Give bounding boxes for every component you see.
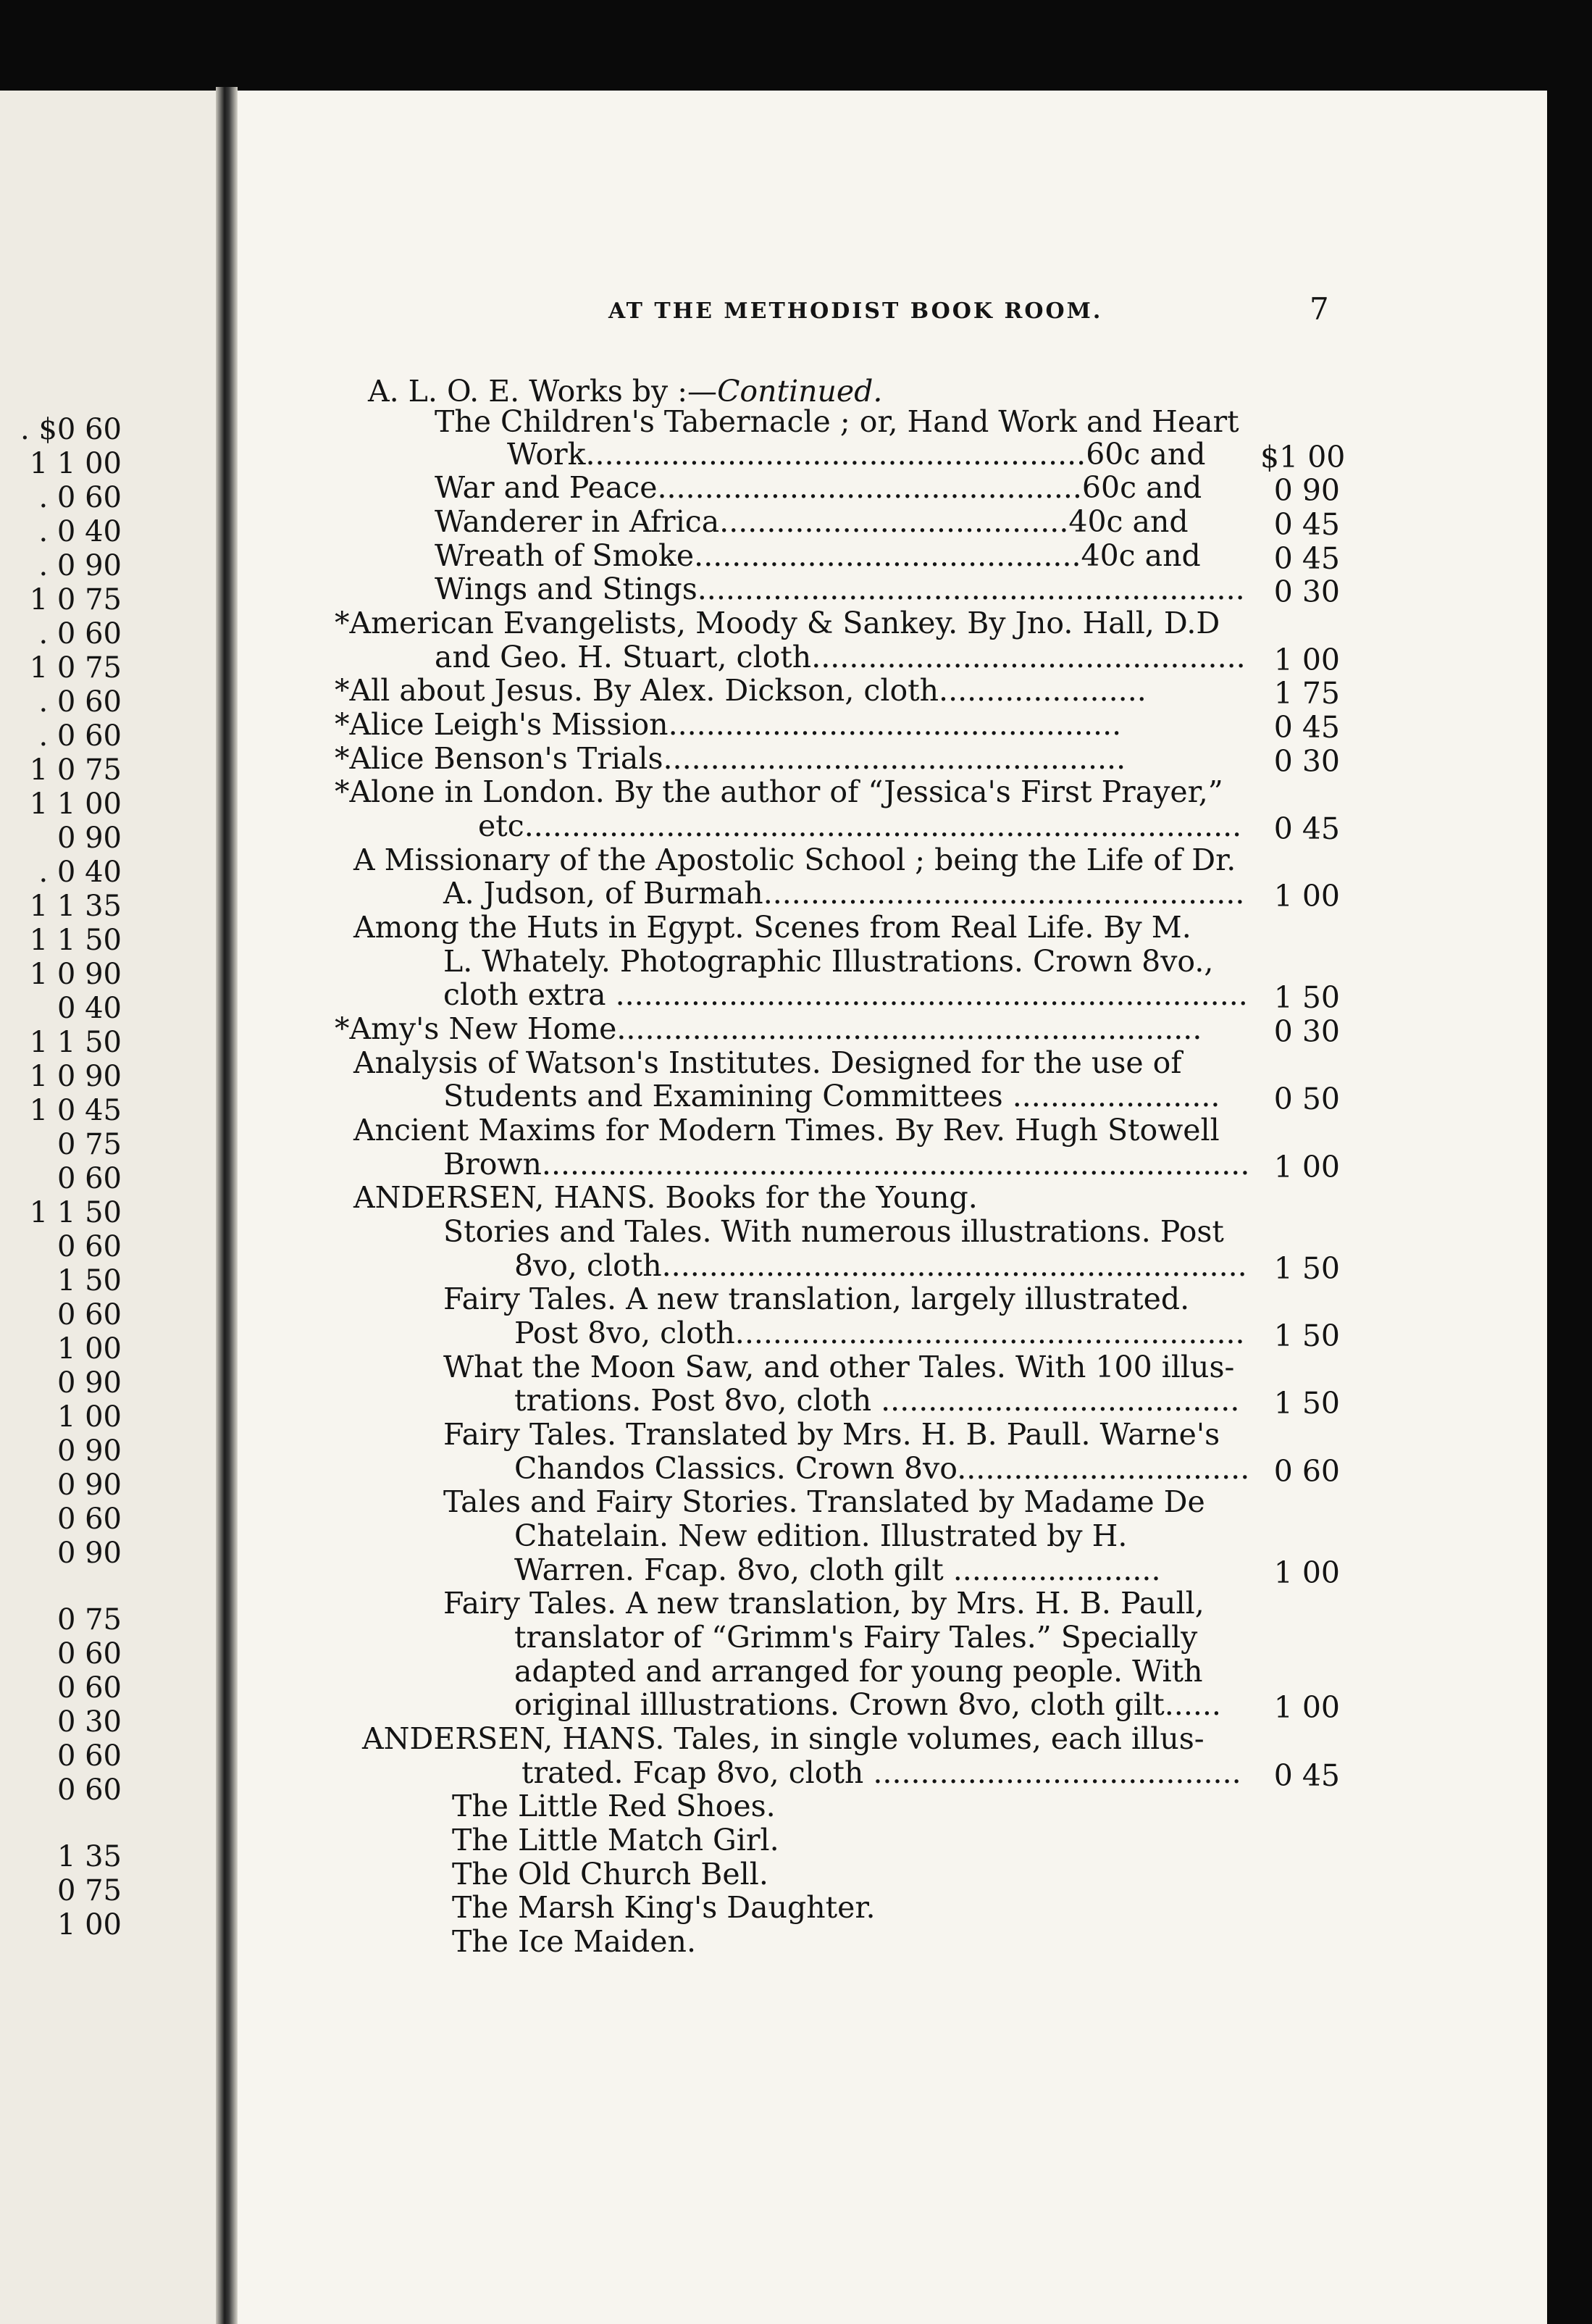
left-price: 1 0 90 [29, 1060, 122, 1093]
entry-text: Fairy Tales. A new translation, by Mrs. H. B. Paull, [443, 1586, 1205, 1621]
scan-right-border [1547, 0, 1592, 2324]
entry-line [362, 1721, 1205, 1756]
entry-text: A. Judson, of Burmah................................................... [443, 876, 1245, 911]
entry-line [353, 1180, 978, 1215]
entry-text: *Alone in London. By the author of “Jessica's First Prayer,” [335, 774, 1223, 809]
entry-line [452, 1890, 876, 1925]
entry-line [335, 741, 1126, 776]
left-price: 1 1 50 [29, 924, 122, 957]
entry-line [435, 470, 1202, 505]
entry-line [443, 1350, 1235, 1384]
left-price: . 0 60 [38, 617, 122, 651]
entry-text: Among the Huts in Egypt. Scenes from Real Life. By M. [353, 910, 1191, 945]
entry-line [443, 977, 1248, 1012]
entry-line [443, 1484, 1205, 1519]
left-price: . 0 40 [38, 856, 122, 889]
entry-price: 1 00 [1273, 879, 1340, 914]
left-price: 1 1 00 [29, 447, 122, 480]
entry-line [514, 1383, 1240, 1418]
entry-text: Stories and Tales. With numerous illustrations. Post [443, 1214, 1224, 1249]
entry-price: 0 45 [1273, 811, 1340, 846]
left-price: 1 1 50 [29, 1026, 122, 1059]
entry-text: Wreath of Smoke.........................................40c and [435, 538, 1201, 573]
entry-line [514, 1620, 1198, 1655]
entry-italic: Continued. [717, 374, 883, 409]
entry-line [452, 1789, 776, 1823]
entry-text: *Alice Leigh's Mission................................................ [335, 707, 1122, 742]
entry-price: 1 75 [1273, 676, 1340, 711]
entry-text: Analysis of Watson's Institutes. Designed for the use of [353, 1045, 1182, 1080]
left-price: 0 90 [56, 1468, 122, 1502]
running-header: AT THE METHODIST BOOK ROOM. [608, 298, 1103, 324]
left-price: 1 00 [56, 1332, 122, 1366]
left-price: 1 0 90 [29, 958, 122, 991]
entry-line [435, 538, 1201, 573]
entry-price: 1 00 [1273, 1555, 1340, 1590]
entry-text: Wings and Stings.......................................................... [435, 572, 1245, 606]
entry-price: 0 45 [1273, 710, 1340, 745]
entry-line [452, 1823, 779, 1857]
entry-line [514, 1451, 1250, 1486]
left-price: 0 90 [56, 1537, 122, 1570]
left-price: . 0 60 [38, 685, 122, 719]
left-price: 0 75 [56, 1874, 122, 1907]
entry-price: 1 50 [1273, 1386, 1340, 1421]
entry-price: 0 45 [1273, 541, 1340, 576]
left-price: 1 50 [56, 1264, 122, 1297]
entry-line [443, 1079, 1220, 1113]
left-price: 0 90 [56, 822, 122, 855]
left-price: 0 60 [56, 1773, 122, 1807]
entry-line [435, 574, 1245, 604]
entry-text: The Ice Maiden. [452, 1924, 696, 1959]
entry-line [335, 1011, 1202, 1046]
entry-price: 0 45 [1273, 507, 1340, 542]
left-price: 1 1 50 [29, 1196, 122, 1229]
entry-text: Students and Examining Committees ...................... [443, 1079, 1220, 1113]
entry-text: Work.....................................................60c and [507, 437, 1206, 472]
entry-text: trated. Fcap 8vo, cloth ....................................... [521, 1755, 1241, 1790]
entry-line [443, 1284, 1189, 1314]
left-price: 0 75 [56, 1128, 122, 1161]
entry-text: A Missionary of the Apostolic School ; being the Life of Dr. [353, 843, 1236, 877]
entry-price: 0 30 [1273, 744, 1340, 779]
book-spine [216, 87, 238, 2324]
entry-line [478, 808, 1242, 843]
entry-text: trations. Post 8vo, cloth ...................................... [514, 1383, 1240, 1418]
entry-price: 1 50 [1273, 1251, 1340, 1286]
entry-text: L. Whately. Photographic Illustrations. Crown 8vo., [443, 944, 1214, 979]
entry-text: What the Moon Saw, and other Tales. With 100 illus- [443, 1350, 1235, 1384]
entry-line [335, 774, 1223, 809]
entry-line [443, 944, 1214, 979]
entry-text: translator of “Grimm's Fairy Tales.” Specially [514, 1620, 1198, 1655]
entry-line [514, 1552, 1161, 1587]
entry-text: *American Evangelists, Moody & Sankey. By Jno. Hall, D.D [335, 606, 1220, 640]
entry-line [514, 1248, 1247, 1283]
left-price: 1 00 [56, 1908, 122, 1941]
left-price: 1 0 75 [29, 583, 122, 616]
left-price: 1 0 75 [29, 651, 122, 685]
left-price: 0 40 [56, 992, 122, 1025]
entry-text: Fairy Tales. A new translation, largely illustrated. [443, 1282, 1190, 1316]
entry-line [435, 504, 1189, 539]
entry-text: The Little Red Shoes. [452, 1789, 776, 1823]
entry-text: Warren. Fcap. 8vo, cloth gilt ...................... [514, 1552, 1161, 1587]
entry-line [507, 437, 1206, 472]
entry-line [335, 606, 1220, 640]
entry-text: Fairy Tales. Translated by Mrs. H. B. Paull. Warne's [443, 1417, 1220, 1452]
entry-line [353, 1045, 1182, 1080]
entry-price: 0 30 [1273, 574, 1340, 609]
entry-text: *Amy's New Home.............................................................. [335, 1011, 1202, 1046]
entry-line [514, 1518, 1128, 1553]
entry-text: ANDERSEN, HANS. Books for the Young. [353, 1180, 978, 1215]
entry-line [335, 707, 1122, 742]
entry-line [353, 845, 1236, 875]
left-price: 0 60 [56, 1230, 122, 1263]
left-price: . $0 60 [20, 413, 122, 446]
entry-price: 0 45 [1273, 1758, 1340, 1793]
entry-price: 0 90 [1273, 473, 1340, 508]
entry-line [514, 1687, 1221, 1722]
entry-price: 0 50 [1273, 1082, 1340, 1116]
entry-price: $1 00 [1260, 440, 1346, 475]
entry-line [514, 1654, 1203, 1689]
entry-line [435, 404, 1239, 439]
left-price: 1 1 35 [29, 890, 122, 923]
entry-line [353, 1113, 1220, 1148]
scan-top-border [0, 0, 1592, 91]
entry-line [443, 876, 1245, 911]
entry-price: 0 30 [1273, 1014, 1340, 1049]
entry-text: Wanderer in Africa.....................................40c and [435, 504, 1189, 539]
entry-line [452, 1857, 768, 1892]
left-price: 0 60 [56, 1637, 122, 1671]
left-price: 1 1 00 [29, 787, 122, 821]
left-price: 0 60 [56, 1162, 122, 1195]
entry-text: A. L. O. E. Works by :— [368, 374, 718, 409]
entry-line [353, 910, 1191, 945]
entry-text: and Geo. H. Stuart, cloth.............................................. [435, 640, 1246, 674]
left-price: 0 60 [56, 1739, 122, 1773]
entry-text: ANDERSEN, HANS. Tales, in single volumes, each illus- [362, 1721, 1205, 1756]
entry-text: cloth extra ................................................................... [443, 977, 1248, 1012]
page-number: 7 [1310, 291, 1329, 327]
entry-price: 0 60 [1273, 1454, 1340, 1489]
entry-text: original illlustrations. Crown 8vo, cloth gilt...... [514, 1687, 1221, 1722]
entry-text: The Little Match Girl. [452, 1823, 779, 1857]
entry-line [521, 1755, 1241, 1790]
entry-text: 8vo, cloth.............................................................. [514, 1248, 1247, 1283]
entry-text: Tales and Fairy Stories. Translated by Madame De [443, 1484, 1205, 1519]
entry-text: Brown........................................................................... [443, 1147, 1250, 1182]
entry-line [452, 1924, 696, 1959]
entry-text: etc............................................................................ [478, 808, 1242, 843]
entry-text: *All about Jesus. By Alex. Dickson, cloth...................... [335, 673, 1147, 708]
entry-line [368, 374, 883, 409]
left-price: . 0 90 [38, 549, 122, 582]
entry-price: 1 00 [1273, 643, 1340, 677]
left-price: 0 60 [56, 1298, 122, 1332]
entry-text: The Children's Tabernacle ; or, Hand Work and Heart [435, 404, 1239, 439]
entry-line [443, 1586, 1205, 1621]
entry-price: 1 00 [1273, 1150, 1340, 1184]
entry-line [443, 1214, 1224, 1249]
entry-price: 1 50 [1273, 1318, 1340, 1353]
entry-text: Chatelain. New edition. Illustrated by H. [514, 1518, 1128, 1553]
entry-line [335, 673, 1147, 708]
entry-line [435, 640, 1246, 674]
left-price: 0 30 [56, 1705, 122, 1739]
left-price: 1 0 75 [29, 753, 122, 787]
left-price: . 0 60 [38, 481, 122, 514]
entry-text: Ancient Maxims for Modern Times. By Rev. Hugh Stowell [353, 1113, 1220, 1148]
entry-line [443, 1417, 1220, 1452]
entry-line [514, 1318, 1245, 1348]
entry-price: 1 50 [1273, 980, 1340, 1015]
left-price: 0 75 [56, 1603, 122, 1637]
left-price: . 0 40 [38, 515, 122, 548]
left-price: 0 60 [56, 1502, 122, 1536]
entry-text: Post 8vo, cloth...................................................... [514, 1316, 1245, 1350]
entry-line [443, 1147, 1250, 1182]
left-price: 0 90 [56, 1434, 122, 1468]
entry-text: The Marsh King's Daughter. [452, 1890, 876, 1925]
left-price: 1 35 [56, 1840, 122, 1873]
entry-text: War and Peace.............................................60c and [435, 470, 1202, 505]
entry-text: The Old Church Bell. [452, 1857, 768, 1892]
left-price: . 0 60 [38, 719, 122, 753]
entry-text: Chandos Classics. Crown 8vo............................... [514, 1451, 1250, 1486]
left-price: 1 0 45 [29, 1094, 122, 1127]
entry-text: adapted and arranged for young people. With [514, 1654, 1203, 1689]
left-price: 0 60 [56, 1671, 122, 1705]
left-price: 1 00 [56, 1400, 122, 1434]
entry-price: 1 00 [1273, 1690, 1340, 1725]
left-price: 0 90 [56, 1366, 122, 1400]
entry-text: *Alice Benson's Trials................................................. [335, 741, 1126, 776]
